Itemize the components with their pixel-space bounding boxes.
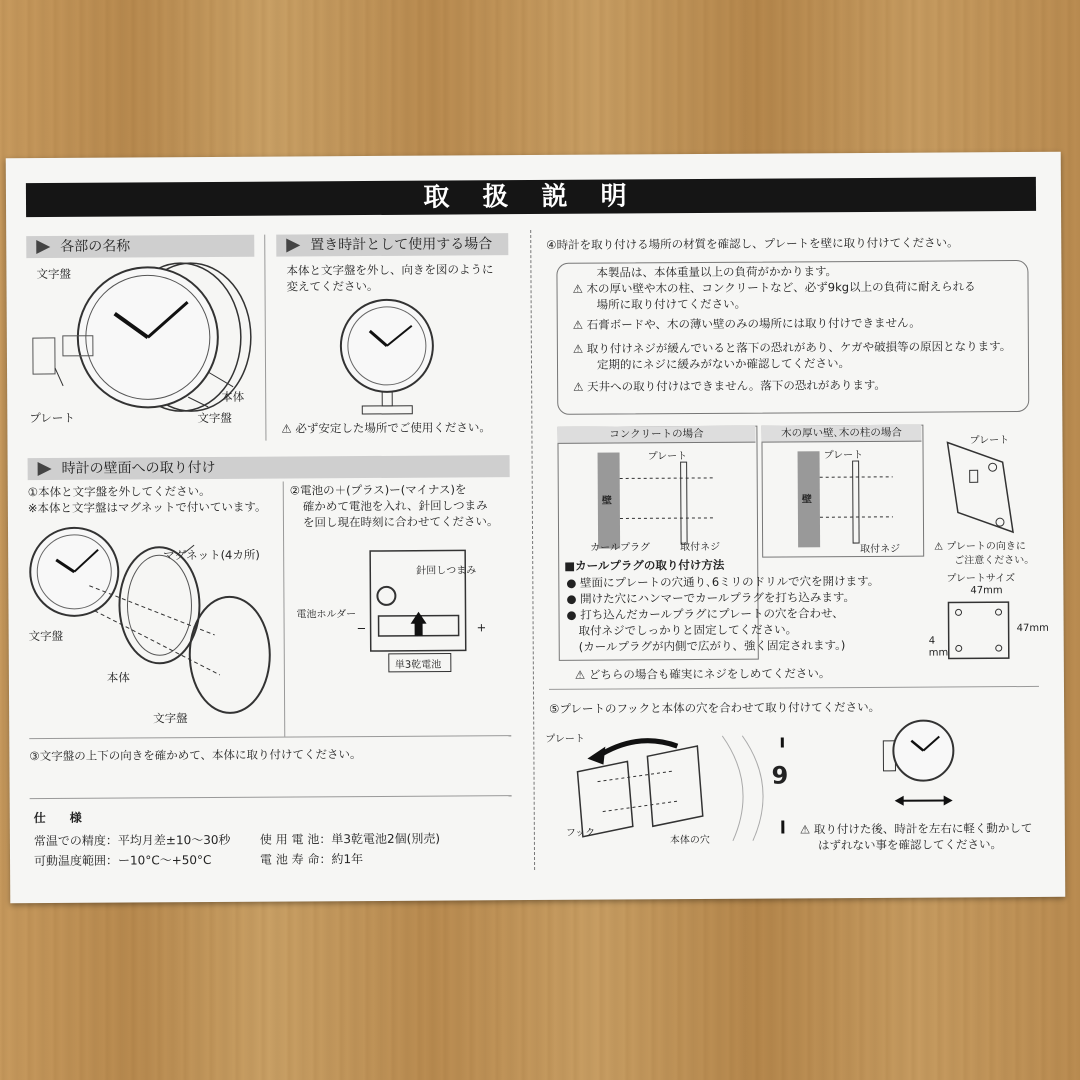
- wall-step2a: ②電池の＋(プラス)ー(マイナス)を: [289, 482, 467, 498]
- dim-47-side: 47mm: [1016, 622, 1049, 635]
- plus-terminal: +: [476, 620, 487, 635]
- warn1b-text: 木の厚い壁や木の柱、コンクリートなど、必ず9kg以上の負荷に耐えられる: [586, 279, 976, 296]
- plate-direction-b: ご注意ください。: [954, 554, 1035, 567]
- instruction-sheet: [6, 152, 1066, 903]
- fold-line: [530, 230, 535, 870]
- warning-icon: ⚠: [281, 421, 296, 436]
- warn2-text: 石膏ボードや、木の薄い壁のみの場所には取り付けできません。: [586, 315, 921, 332]
- wall-step2b: 確かめて電池を入れ、針回しつまみ: [302, 498, 488, 514]
- wood-heading: 木の厚い壁､木の柱の場合: [761, 425, 921, 443]
- plate-direction-a: [934, 540, 1026, 554]
- warn1c: 場所に取り付けてください。: [596, 296, 747, 312]
- triangle-icon: [36, 240, 50, 254]
- divider: [549, 686, 1039, 690]
- warn3a: [573, 338, 1011, 357]
- divider: [30, 795, 512, 799]
- stand-clock-illustration: [332, 296, 443, 422]
- label-dial-top: 文字盤: [36, 266, 71, 282]
- label-plate-step5: プレート: [545, 733, 585, 745]
- triangle-icon: [286, 238, 300, 252]
- final-check-text: 取り付けた後、時計を左右に軽く動かして: [813, 820, 1033, 837]
- warning-icon: ⚠: [799, 822, 814, 837]
- method-3a: ● 打ち込んだカールプラグにプレートの穴を合わせ、: [566, 606, 844, 622]
- method-title: ■カールプラグの取り付け方法: [564, 557, 725, 573]
- section-heading-stand: [276, 233, 508, 256]
- wall-char-concrete: 壁: [601, 495, 612, 507]
- plate-size-diagram: [943, 598, 1018, 663]
- divider: [29, 735, 511, 739]
- wall-char-wood: 壁: [801, 494, 812, 506]
- dim-4: 4: [928, 635, 936, 647]
- plate-side-illustration: [937, 432, 1038, 543]
- spec-temp: 可動温度範囲：ー10°C～+50°C: [33, 852, 212, 869]
- warning-icon: ⚠: [573, 379, 588, 394]
- label-magnet: マグネット(4カ所): [163, 547, 260, 563]
- warn4-text: 天井への取り付けはできません。落下の恐れがあります。: [587, 377, 886, 394]
- method-1: ● 壁面にプレートの穴通り､6ミリのドリルで穴を開けます。: [566, 573, 880, 590]
- label-dial-bottom-wall: 文字盤: [153, 711, 188, 726]
- spec-heading: 仕 様: [33, 810, 82, 826]
- stand-text-1: 本体と文字盤を外し、向きを図のように: [286, 262, 494, 278]
- wall-step1a: ①本体と文字盤を外してください。: [27, 483, 211, 500]
- divider: [264, 235, 266, 441]
- spec-life: 電 池 寿 命：約1年: [259, 852, 364, 867]
- stand-warning-text: 必ず安定した場所でご使用ください。: [295, 420, 491, 436]
- page-title: 取 扱 説 明: [26, 177, 1036, 217]
- label-plate: プレート: [29, 410, 75, 426]
- section-heading-wall: [28, 455, 510, 480]
- final-check-b: はずれない事を確認してください。: [817, 837, 1002, 853]
- label-plug: カールプラグ: [590, 542, 650, 554]
- spec-accuracy: 常温での精度：平均月差±10～30秒: [33, 832, 231, 849]
- concrete-heading: コンクリートの場合: [557, 426, 755, 444]
- warning-icon: ⚠: [934, 541, 947, 553]
- label-knob: 針回しつまみ: [416, 565, 477, 577]
- warning-icon: ⚠: [572, 317, 587, 332]
- triangle-icon: [38, 462, 52, 476]
- minus-terminal: −: [356, 621, 367, 636]
- warning-icon: ⚠: [572, 281, 587, 296]
- warn1b: [572, 278, 975, 296]
- heading-text: 置き時計として使用する場合: [310, 236, 493, 254]
- both-cases-text: どちらの場合も確実にネジをしめてください。: [588, 666, 831, 682]
- label-plate-concrete: プレート: [647, 451, 688, 463]
- wall-step1b: ※本体と文字盤はマグネットで付いています。: [27, 499, 267, 516]
- label-battery: 単3乾電池: [394, 659, 442, 671]
- plate-direction-text: プレートの向きに: [946, 541, 1026, 553]
- method-2: ● 開けた穴にハンマーでカールプラグを打ち込みます。: [566, 590, 856, 606]
- warning-icon: ⚠: [572, 341, 587, 356]
- both-cases-warning: [575, 665, 831, 683]
- dim-47-top: 47mm: [970, 585, 1003, 597]
- exploded-clock-illustration: [24, 525, 285, 722]
- wall-step2c: を回し現在時刻に合わせてください。: [302, 514, 499, 530]
- label-plate-side: プレート: [969, 435, 1010, 447]
- label-screw-concrete: 取付ネジ: [680, 541, 721, 554]
- warning-icon: ⚠: [574, 667, 589, 682]
- heading-text: 時計の壁面への取り付け: [61, 459, 216, 477]
- label-body-hole: 本体の穴: [669, 834, 710, 847]
- label-dial-bottom: 文字盤: [197, 410, 232, 426]
- warn4: [573, 377, 886, 395]
- label-dial-left: 文字盤: [28, 628, 64, 644]
- method-3b: 取付ネジでしっかりと固定してください。: [578, 622, 798, 638]
- dial-number-nine: 9: [771, 761, 789, 790]
- warn1a: 本製品は、本体重量以上の負荷がかかります。: [596, 264, 838, 280]
- spec-battery: 使 用 電 池：単3乾電池2個(別売): [259, 831, 441, 847]
- final-check-a: [800, 820, 1033, 837]
- label-holder: 電池ホルダー: [296, 609, 357, 621]
- mount-step5: ⑤プレートのフックと本体の穴を合わせて取り付けてください。: [549, 699, 881, 716]
- divider: [283, 482, 286, 737]
- stand-text-2: 変えてください。: [286, 278, 379, 294]
- heading-text: 各部の名称: [60, 238, 131, 255]
- clock-parts-illustration: [22, 257, 258, 433]
- mount-cross-section-illustration: [588, 449, 909, 551]
- mounted-clock-illustration: [879, 712, 970, 818]
- label-hook: フック: [565, 827, 596, 839]
- dim-mm: mm: [928, 647, 949, 659]
- warn3a-text: 取り付けネジが緩んでいると落下の恐れがあり、ケガや破損等の原因となります。: [586, 339, 1012, 356]
- wall-step3: ③文字盤の上下の向きを確かめて、本体に取り付けてください。: [29, 747, 362, 764]
- warn2: [573, 315, 921, 333]
- mount-step4: ④時計を取り付ける場所の材質を確認し、プレートを壁に取り付けてください。: [546, 235, 959, 252]
- label-body-wall: 本体: [106, 670, 130, 685]
- section-heading-parts: [26, 235, 254, 258]
- warn3b: 定期的にネジに緩みがないか確認してください。: [596, 356, 851, 372]
- method-3c: (カールプラグが内側で広がり、強く固定されます。): [578, 638, 846, 654]
- stand-warning: [281, 419, 491, 436]
- label-screw-wood: 取付ネジ: [860, 543, 901, 556]
- plate-size-label: プレートサイズ: [946, 573, 1016, 585]
- label-body: 本体: [221, 389, 245, 404]
- label-plate-wood: プレート: [823, 449, 864, 462]
